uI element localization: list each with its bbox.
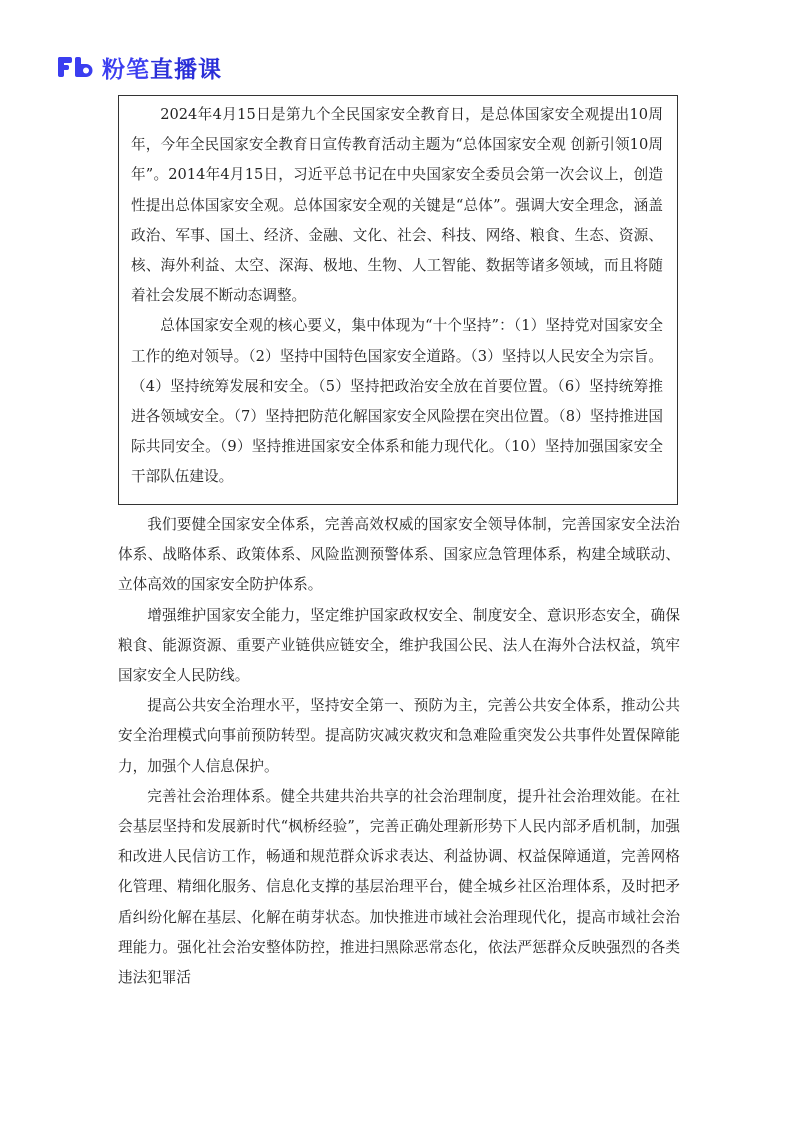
page-header [56, 52, 222, 82]
brand-name-part2: 直播课 [150, 56, 222, 83]
brand-name-part1: 粉笔 [102, 56, 150, 83]
box-paragraph: 总体国家安全观的核心要义，集中体现为“十个坚持”：（1）坚持党对国家安全工作的绝对领导。（2）坚持中国特色国家安全道路。（3）坚持以人民安全为宗旨。（4）坚持统筹发展和安全。（5）坚持把政治安全放在首要位置。（6）坚持统筹推进各领域安全。（7）坚持把防范化解国家安全风险摆在突出位置。（8）坚持推进国际共同安全。（9）坚持推进国家安全体系和能力现代化。（10）坚持加强国家安全干部队伍建设。 [131, 317, 663, 486]
summary-box [118, 95, 678, 505]
body-text [118, 510, 680, 993]
fb-logo-icon [56, 54, 96, 80]
brand-name [102, 51, 222, 84]
body-paragraph: 提高公共安全治理水平，坚持安全第一、预防为主，完善公共安全体系，推动公共安全治理模式向事前预防转型。提高防灾减灾救灾和急难险重突发公共事件处置保障能力，加强个人信息保护。 [118, 697, 680, 775]
body-paragraph: 我们要健全国家安全体系，完善高效权威的国家安全领导体制，完善国家安全法治体系、战略体系、政策体系、风险监测预警体系、国家应急管理体系，构建全域联动、立体高效的国家安全防护体系。 [118, 516, 680, 594]
box-paragraph: 2024年4月15日是第九个全民国家安全教育日，是总体国家安全观提出10周年，今年全民国家安全教育日宣传教育活动主题为“总体国家安全观 创新引领10周年”。2014年4月15日，习近平总书记在中央国家安全委员会第一次会议上，创造性提出总体国家安全观。总体国家安全观的关键是“总体”。强调大安全理念，涵盖政治、军事、国土、经济、金融、文化、社会、科技、网络、粮食、生态、资源、核、海外利益、太空、深海、极地、生物、人工智能、数据等诸多领域，而且将随着社会发展不断动态调整。 [131, 106, 663, 305]
body-paragraph: 增强维护国家安全能力，坚定维护国家政权安全、制度安全、意识形态安全，确保粮食、能源资源、重要产业链供应链安全，维护我国公民、法人在海外合法权益，筑牢国家安全人民防线。 [118, 606, 680, 685]
body-paragraph: 完善社会治理体系。健全共建共治共享的社会治理制度，提升社会治理效能。在社会基层坚持和发展新时代“枫桥经验”，完善正确处理新形势下人民内部矛盾机制，加强和改进人民信访工作，畅通和规范群众诉求表达、利益协调、权益保障通道，完善网格化管理、精细化服务、信息化支撑的基层治理平台，健全城乡社区治理体系，及时把矛盾纠纷化解在基层、化解在萌芽状态。加快推进市域社会治理现代化，提高市域社会治理能力。强化社会治安整体防控，推进扫黑除恶常态化，依法严惩群众反映强烈的各类违法犯罪活 [118, 787, 680, 987]
